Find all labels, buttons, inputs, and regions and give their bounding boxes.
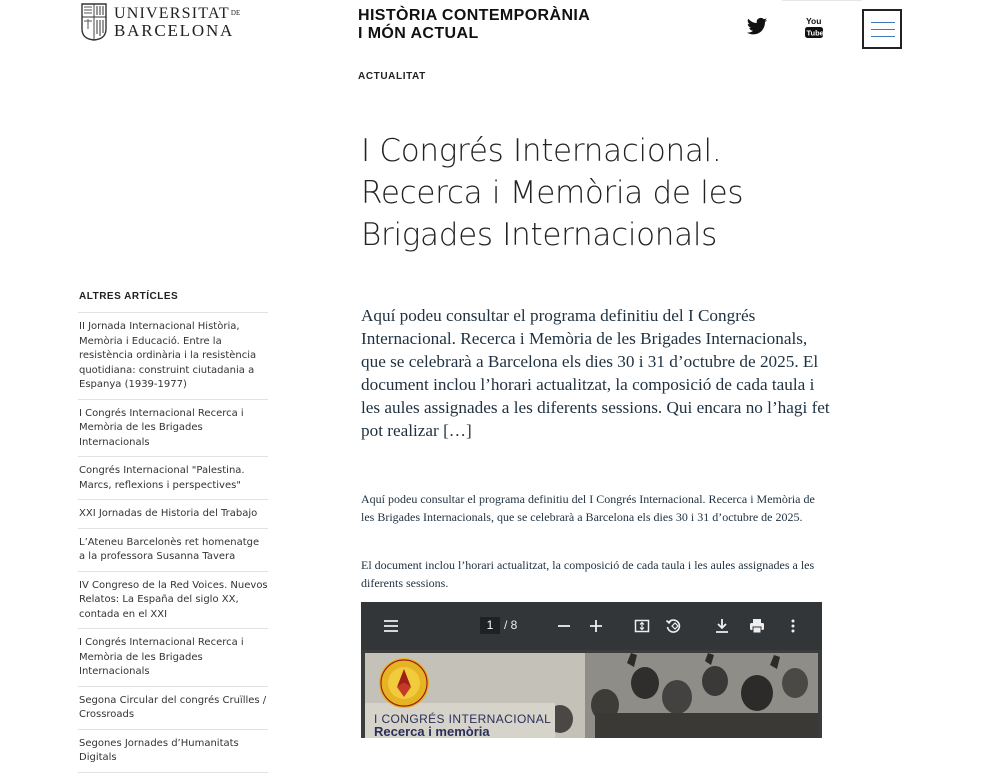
sidebar-article-link[interactable]: II Jornada Internacional Història, Memòria i Educació. Entre la resistència ordinària i la resistència quotidiana: construint ciutadania a Espanya (1939-1977) <box>78 313 268 400</box>
sidebar-article-link[interactable]: Segones Jornades d’Humanitats Digitals <box>78 730 268 773</box>
fit-page-icon[interactable] <box>634 618 650 634</box>
pdf-page-subheading: Recerca i memòria <box>374 724 490 738</box>
article-paragraph: Aquí podeu consultar el programa definitiu del I Congrés Internacional. Recerca i Memòria de les Brigades Internacionals, que se celebrarà a Barcelona els dies 30 i 31 d’octubre de 2025. <box>361 492 815 524</box>
pdf-page-heading: I CONGRÉS INTERNACIONAL <box>374 712 552 726</box>
logo-de-word: DE <box>230 9 241 17</box>
sidebar-article-list <box>78 312 268 773</box>
sidebar-article-link[interactable]: I Congrés Internacional Recerca i Memòria de les Brigades Internacionals <box>78 400 268 458</box>
logo-barcelona-word: BARCELONA <box>114 21 235 40</box>
hamburger-icon-line <box>871 29 895 30</box>
svg-text:Tube: Tube <box>806 28 824 38</box>
top-divider <box>782 0 862 1</box>
sidebar-article-link[interactable]: XXI Jornadas de Historia del Trabajo <box>78 500 268 529</box>
section-label[interactable]: ACTUALITAT <box>358 71 426 82</box>
menu-icon[interactable] <box>383 618 399 634</box>
hamburger-menu-button[interactable] <box>862 9 902 49</box>
university-shield-icon <box>81 3 107 41</box>
print-icon[interactable] <box>749 618 765 634</box>
page-total: / 8 <box>504 618 518 632</box>
sidebar-article-link[interactable]: I Congrés Internacional Recerca i Memòria de les Brigades Internacionals <box>78 629 268 687</box>
zoom-in-icon[interactable] <box>588 618 604 634</box>
twitter-icon[interactable] <box>746 17 768 37</box>
sidebar-title: ALTRES ARTÍCLES <box>79 291 179 302</box>
page-title <box>361 130 781 256</box>
rotate-icon[interactable] <box>665 618 681 634</box>
svg-text:You: You <box>806 16 822 26</box>
more-icon[interactable] <box>785 618 801 634</box>
hamburger-icon-line <box>871 22 895 23</box>
congress-emblem <box>378 657 430 709</box>
university-logo[interactable] <box>81 3 240 41</box>
download-icon[interactable] <box>714 618 730 634</box>
sidebar-article-link[interactable]: Segona Circular del congrés Cruïlles / Crossroads <box>78 687 268 730</box>
pdf-toolbar <box>361 602 822 650</box>
pdf-viewer[interactable] <box>361 602 822 738</box>
site-title[interactable] <box>358 7 590 43</box>
sidebar-article-link[interactable]: IV Congreso de la Red Voices. Nuevos Relatos: La España del siglo XX, contada en el XXI <box>78 572 268 630</box>
zoom-out-icon[interactable] <box>556 618 572 634</box>
logo-university-word: UNIVERSITAT <box>114 5 230 22</box>
site-title-line2: I MÓN ACTUAL <box>358 25 479 42</box>
article-paragraph: El document inclou l’horari actualitzat, la composició de cada taula i les aules assignades a les diferents sessions. <box>361 558 815 590</box>
pdf-page-preview <box>365 653 818 738</box>
page-title-line: I Congrés Internacional. <box>361 133 722 169</box>
article-lead: Aquí podeu consultar el programa definitiu del I Congrés Internacional. Recerca i Memòria de les Brigades Internacionals, que se celebrarà a Barcelona els dies 30 i 31 d’octubre de 2025. El document inclou l’horari actualitzat, la composició de cada taula i les aules assignades a les diferents sessions. Qui encara no l’hagi fet pot realizar […] <box>361 306 830 440</box>
sidebar-article-link[interactable]: Congrés Internacional "Palestina. Marcs, reflexions i perspectives" <box>78 457 268 500</box>
page-title-line: Recerca i Memòria de les <box>361 175 744 211</box>
hamburger-icon-line <box>871 36 895 37</box>
page-number-input[interactable]: 1 <box>480 617 500 634</box>
youtube-icon[interactable] <box>804 15 824 39</box>
sidebar-article-link[interactable]: L’Ateneu Barcelonès ret homenatge a la professora Susanna Tavera <box>78 529 268 572</box>
page-title-line: Brigades Internacionals <box>361 217 718 253</box>
site-title-line1: HISTÒRIA CONTEMPORÀNIA <box>358 7 591 24</box>
